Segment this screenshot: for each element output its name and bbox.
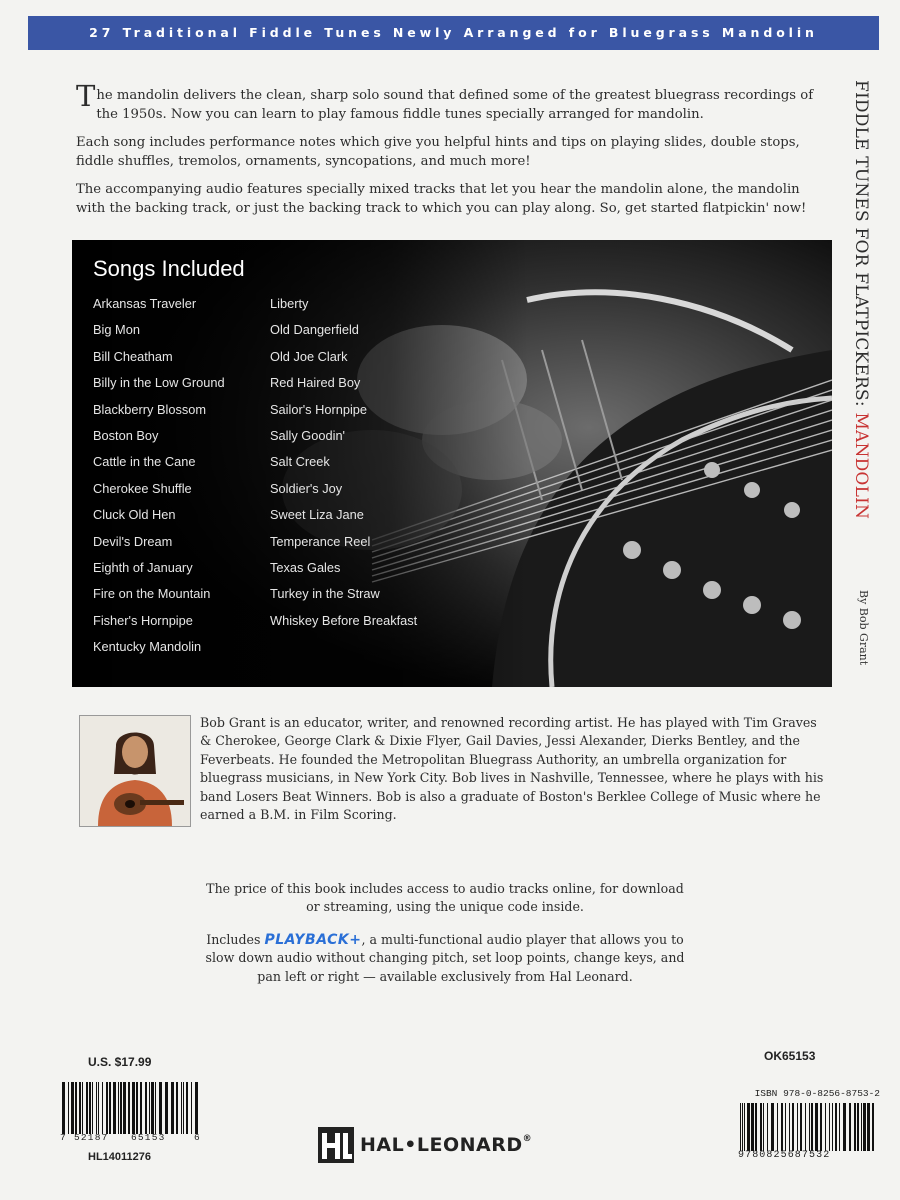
- spine: [826, 60, 886, 700]
- barcode-bar: [86, 1082, 88, 1134]
- song-item: Arkansas Traveler: [93, 296, 197, 311]
- barcode-bar: [120, 1082, 122, 1134]
- barcode-bar: [165, 1082, 168, 1134]
- includes-text: Includes: [206, 931, 261, 947]
- barcode-bar: [113, 1082, 116, 1134]
- barcode-bar: [767, 1103, 768, 1151]
- song-item: Cattle in the Cane: [93, 454, 196, 470]
- song-item: Temperance Reel: [270, 533, 371, 549]
- intro-p1-text: he mandolin delivers the clean, sharp solo sound that defined some of the greatest bluegrass recordings of the 1950s. Now you can learn to play famous fiddle tunes specially arranged for mandolin.: [96, 88, 814, 122]
- song-item: Boston Boy: [93, 427, 159, 443]
- barcode-bar: [186, 1082, 188, 1134]
- barcode-bar: [62, 1082, 65, 1134]
- songs-list-column-2: [270, 297, 417, 640]
- author-portrait-icon: [80, 716, 190, 826]
- barcode-bar: [777, 1103, 778, 1151]
- upc-digit-last: 6: [194, 1132, 200, 1143]
- access-p2-rest: , a multi-functional audio player that allows you to slow down audio without changing pitch, set loop points, change keys, and pan left or right — available exclusively from Hal Leonard.: [205, 931, 685, 984]
- ok-code: OK65153: [764, 1049, 816, 1063]
- barcode-bar: [740, 1103, 741, 1151]
- upc-digit-first: 7: [60, 1132, 66, 1143]
- upc-digits-right: 65153: [131, 1132, 166, 1143]
- barcode-bar: [805, 1103, 806, 1151]
- author-photo: [79, 715, 191, 827]
- author-bio: Bob Grant is an educator, writer, and renowned recording artist. He has played with Tim Graves & Cherokee, George Clark & Dixie Flyer, Gail Davies, Jessi Alexander, Dierks Bentley, and the Feverbeats. He founded the Metropolitan Bluegrass Authority, an umbrella organization for bluegrass musicians, in New York City. Bob lives in Nashville, Tennessee, where he plays with his band Losers Beat Winners. Bob is also a graduate of Boston's Berklee College of Music where he earned a B.M. in Film Scoring.: [200, 715, 824, 823]
- song-item: Devil's Dream: [93, 533, 173, 549]
- spine-title-accent: MANDOLIN: [851, 412, 871, 520]
- barcode-bar: [763, 1103, 764, 1151]
- songs-panel: [72, 240, 832, 687]
- song-item: Blackberry Blossom: [93, 401, 207, 417]
- barcode-bar: [155, 1082, 156, 1134]
- barcode-bar: [854, 1103, 856, 1151]
- barcode-bar: [98, 1082, 99, 1134]
- audio-access-text: [200, 880, 690, 1000]
- song-item: Eighth of January: [93, 559, 193, 575]
- barcode-bar: [140, 1082, 142, 1134]
- barcode-bar: [92, 1082, 93, 1134]
- barcode-bar: [79, 1082, 81, 1134]
- barcode-bar: [742, 1103, 743, 1151]
- barcode-bar: [835, 1103, 837, 1151]
- barcode-bar: [872, 1103, 874, 1151]
- barcode-bar: [96, 1082, 97, 1134]
- barcode-bar: [123, 1082, 126, 1134]
- intro-text: [76, 79, 816, 227]
- barcode-bar: [128, 1082, 130, 1134]
- barcode-bar: [71, 1082, 74, 1134]
- barcode-bar: [789, 1103, 790, 1151]
- isbn-digits: 9780825687532: [738, 1150, 831, 1161]
- hal-leonard-logo: [318, 1127, 588, 1167]
- song-item: Bill Cheatham: [93, 348, 173, 364]
- barcode-bar: [797, 1103, 798, 1151]
- song-item: Texas Gales: [270, 559, 341, 575]
- upc-barcode: [60, 1082, 200, 1134]
- song-item: Salt Creek: [270, 454, 330, 470]
- publisher-name: HAL•LEONARD: [360, 1134, 523, 1156]
- barcode-bar: [145, 1082, 147, 1134]
- barcode-bar: [176, 1082, 178, 1134]
- barcode-bar: [118, 1082, 119, 1134]
- hal-leonard-wordmark: [360, 1134, 532, 1156]
- barcode-bar: [136, 1082, 138, 1134]
- barcode-bar: [151, 1082, 154, 1134]
- song-item: Billy in the Low Ground: [93, 375, 225, 391]
- barcode-bar: [792, 1103, 794, 1151]
- barcode-bar: [149, 1082, 150, 1134]
- top-banner: 27 Traditional Fiddle Tunes Newly Arranged for Bluegrass Mandolin: [28, 16, 879, 50]
- hl-code: HL14011276: [88, 1151, 151, 1163]
- intro-paragraph-1: [76, 79, 816, 124]
- barcode-bar: [811, 1103, 813, 1151]
- song-item: Red Haired Boy: [270, 375, 361, 391]
- barcode-bar: [849, 1103, 851, 1151]
- barcode-bar: [159, 1082, 162, 1134]
- song-item: Cluck Old Hen: [93, 507, 176, 523]
- song-item: Cherokee Shuffle: [93, 480, 192, 496]
- access-paragraph-1: The price of this book includes access to audio tracks online, for download or streaming, using the unique code inside.: [206, 881, 684, 915]
- barcode-bar: [815, 1103, 818, 1151]
- barcode-bar: [800, 1103, 802, 1151]
- song-item: Big Mon: [93, 322, 140, 338]
- intro-paragraph-2: Each song includes performance notes which give you helpful hints and tips on playing slides, double stops, fiddle shuffles, tremolos, ornaments, syncopations, and much more!: [76, 135, 800, 169]
- barcode-bar: [771, 1103, 774, 1151]
- songs-heading: Songs Included: [93, 256, 245, 281]
- song-item: Old Dangerfield: [270, 322, 359, 338]
- barcode-bar: [171, 1082, 174, 1134]
- barcode-bar: [832, 1103, 833, 1151]
- drop-cap: T: [76, 79, 96, 113]
- song-item: Sally Goodin': [270, 427, 346, 443]
- song-item: Fire on the Mountain: [93, 586, 211, 602]
- barcode-bar: [191, 1082, 192, 1134]
- barcode-bar: [132, 1082, 135, 1134]
- hal-leonard-mark-icon: [318, 1127, 354, 1163]
- barcode-bar: [183, 1082, 184, 1134]
- song-item: Whiskey Before Breakfast: [270, 612, 418, 628]
- registered-mark: ®: [522, 1134, 533, 1144]
- barcode-bar: [751, 1103, 754, 1151]
- barcode-bar: [68, 1082, 69, 1134]
- barcode-bar: [825, 1103, 826, 1151]
- spine-author: By Bob Grant: [857, 590, 870, 666]
- spine-title: [851, 80, 871, 519]
- barcode-bar: [829, 1103, 830, 1151]
- song-item: Liberty: [270, 296, 309, 311]
- barcode-bar: [863, 1103, 866, 1151]
- song-item: Soldier's Joy: [270, 480, 343, 496]
- barcode-bar: [861, 1103, 862, 1151]
- barcode-bar: [75, 1082, 77, 1134]
- price: U.S. $17.99: [88, 1055, 152, 1069]
- upc-digits-left: 52187: [74, 1132, 109, 1143]
- song-item: Old Joe Clark: [270, 348, 348, 364]
- spine-title-main: FIDDLE TUNES FOR FLATPICKERS:: [851, 80, 871, 407]
- isbn-text: ISBN 978-0-8256-8753-2: [754, 1088, 880, 1099]
- isbn-barcode: [738, 1103, 878, 1151]
- barcode-bar: [809, 1103, 810, 1151]
- barcode-bar: [755, 1103, 757, 1151]
- barcode-bar: [839, 1103, 840, 1151]
- playback-plus-logo: PLAYBACK+: [264, 931, 362, 948]
- barcode-bar: [781, 1103, 783, 1151]
- intro-paragraph-3: The accompanying audio features specially mixed tracks that let you hear the mandolin alone, the mandolin with the backing track, or just the backing track to which you can play along. So, get started flatpickin' now!: [76, 182, 807, 216]
- barcode-bar: [102, 1082, 103, 1134]
- barcode-bar: [820, 1103, 822, 1151]
- barcode-bar: [181, 1082, 182, 1134]
- access-paragraph-2: [200, 931, 690, 986]
- barcode-bar: [744, 1103, 745, 1151]
- barcode-bar: [82, 1082, 83, 1134]
- barcode-bar: [760, 1103, 762, 1151]
- barcode-bar: [843, 1103, 846, 1151]
- barcode-bar: [89, 1082, 91, 1134]
- song-item: Sailor's Hornpipe: [270, 401, 368, 417]
- barcode-bar: [747, 1103, 750, 1151]
- barcode-bar: [785, 1103, 786, 1151]
- barcode-bar: [195, 1082, 198, 1134]
- barcode-bar: [109, 1082, 111, 1134]
- song-item: Sweet Liza Jane: [270, 507, 364, 523]
- barcode-bar: [867, 1103, 870, 1151]
- songs-list-column-1: [93, 297, 225, 666]
- song-item: Kentucky Mandolin: [93, 639, 202, 655]
- barcode-bar: [106, 1082, 108, 1134]
- barcode-bar: [857, 1103, 859, 1151]
- song-item: Turkey in the Straw: [270, 586, 380, 602]
- song-item: Fisher's Hornpipe: [93, 612, 193, 628]
